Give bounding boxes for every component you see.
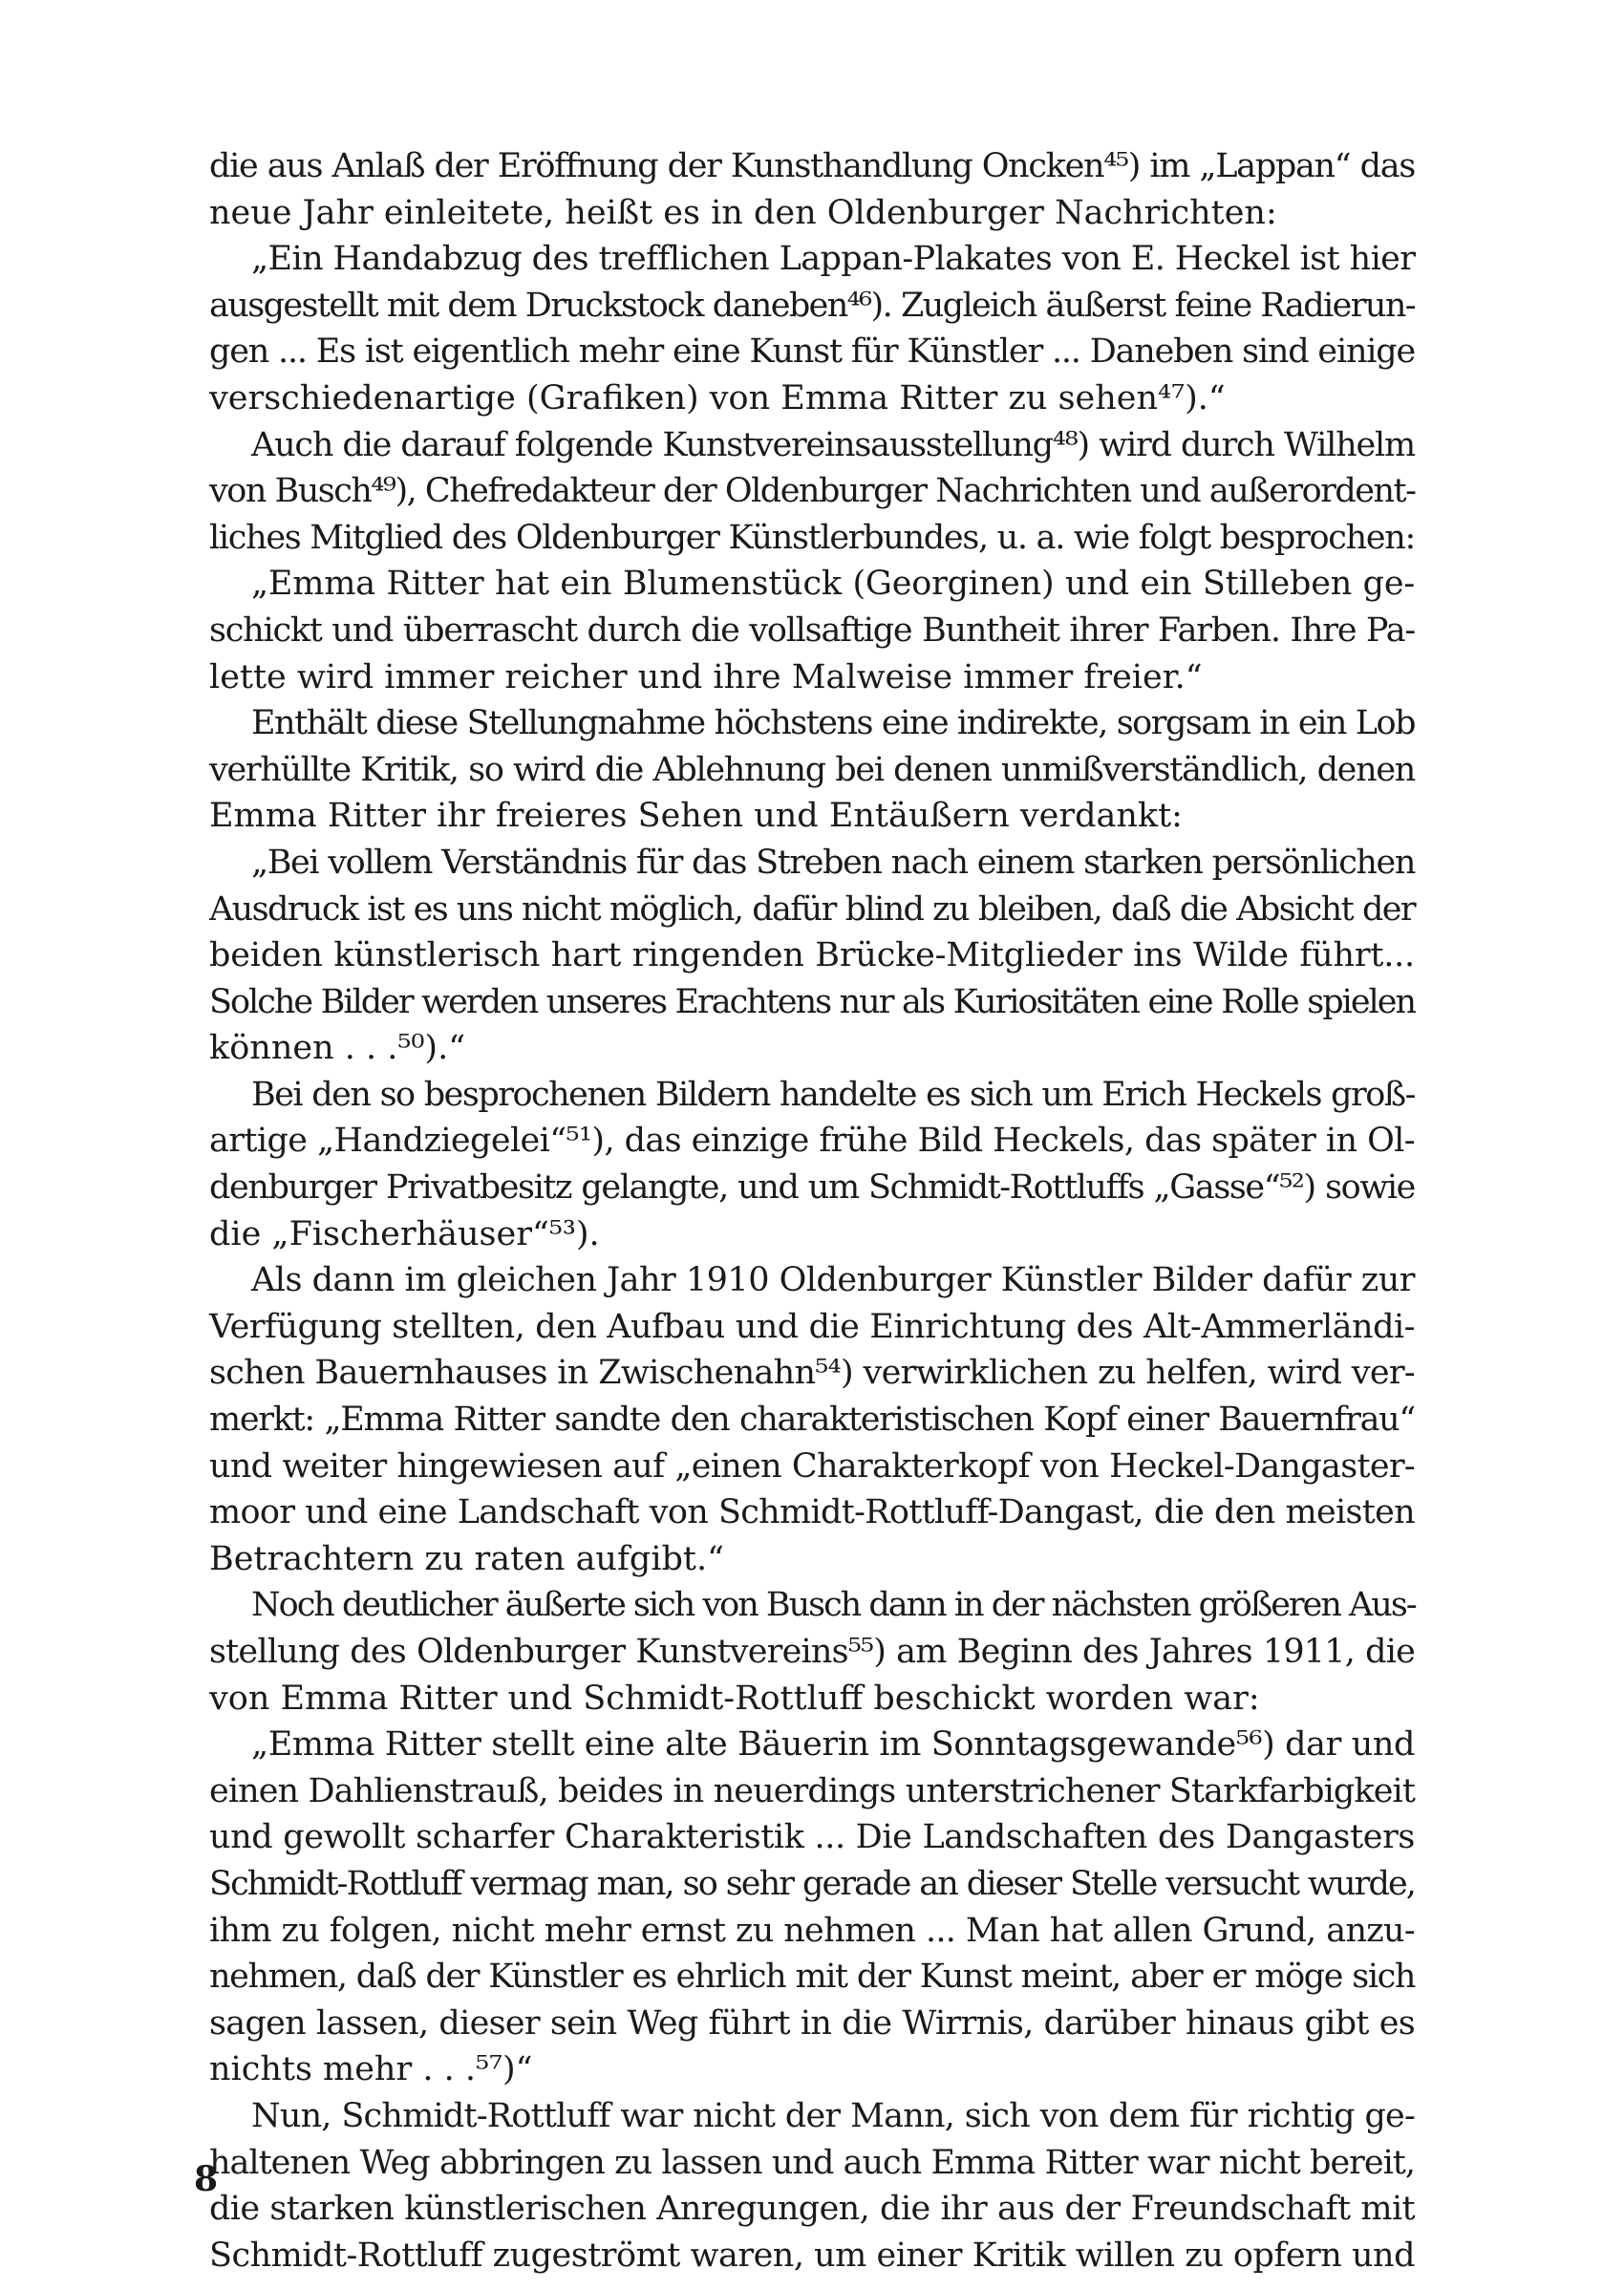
text-line: neue Jahr einleitete, heißt es in den Oldenburger Nachrichten:: [209, 193, 1277, 232]
text-line: können . . .⁵⁰).“: [209, 1029, 466, 1068]
text-line: Betrachtern zu raten aufgibt.“: [209, 1539, 725, 1578]
text-line: ihm zu folgen, nicht mehr ernst zu nehmen ... Man hat allen Grund, anzu-: [209, 1911, 1415, 1950]
page-number: 8: [194, 2159, 219, 2199]
text-line: einen Dahlienstrauß, beides in neuerdings unterstrichener Starkfarbigkeit: [209, 1771, 1415, 1810]
text-line: gen ... Es ist eigentlich mehr eine Kunst für Künstler ... Daneben sind einige: [209, 332, 1415, 372]
text-line: sagen lassen, dieser sein Weg führt in die Wirrnis, darüber hinaus gibt es: [209, 2003, 1415, 2043]
text-line: artige „Handziegelei“⁵¹), das einzige frühe Bild Heckels, das später in Ol-: [209, 1122, 1415, 1161]
text-line: verschiedenartige (Grafiken) von Emma Ritter zu sehen⁴⁷).“: [209, 378, 1226, 417]
text-line: Emma Ritter ihr freieres Sehen und Entäußern verdankt:: [209, 797, 1183, 836]
text-line: Verfügung stellten, den Aufbau und die Einrichtung des Alt-Ammerländi-: [209, 1307, 1415, 1346]
text-line: ausgestellt mit dem Druckstock daneben⁴⁶). Zugleich äußerst feine Radierun-: [209, 286, 1415, 325]
text-line: „Emma Ritter stellt eine alte Bäuerin im Sonntagsgewande⁵⁶) dar und: [251, 1725, 1415, 1765]
text-line: moor und eine Landschaft von Schmidt-Rottluff-Dangast, die den meisten: [209, 1493, 1415, 1532]
text-line: Bei den so besprochenen Bildern handelte es sich um Erich Heckels groß-: [251, 1075, 1415, 1114]
text-line: merkt: „Emma Ritter sandte den charakteristischen Kopf einer Bauernfrau“: [209, 1401, 1415, 1440]
text-line: Als dann im gleichen Jahr 1910 Oldenburger Künstler Bilder dafür zur: [251, 1261, 1415, 1300]
text-line: liches Mitglied des Oldenburger Künstlerbundes, u. a. wie folgt besprochen:: [209, 518, 1415, 557]
text-line: und weiter hingewiesen auf „einen Charakterkopf von Heckel-Dangaster-: [209, 1446, 1415, 1486]
text-line: von Busch⁴⁹), Chefredakteur der Oldenburger Nachrichten und außerordent-: [209, 472, 1416, 511]
text-line: denburger Privatbesitz gelangte, und um Schmidt-Rottluffs „Gasse“⁵²) sowie: [209, 1168, 1415, 1208]
text-line: stellung des Oldenburger Kunstvereins⁵⁵) am Beginn des Jahres 1911, die: [209, 1633, 1415, 1671]
text-line: lette wird immer reicher und ihre Malweise immer freier.“: [209, 657, 1203, 696]
text-line: Ausdruck ist es uns nicht möglich, dafür blind zu bleiben, daß die Absicht der: [209, 889, 1415, 929]
text-line: haltenen Weg abbringen zu lassen und auch Emma Ritter war nicht bereit,: [209, 2143, 1415, 2182]
text-line: von Emma Ritter und Schmidt-Rottluff beschickt worden war:: [209, 1679, 1260, 1718]
text-line: Solche Bilder werden unseres Erachtens nur als Kuriositäten eine Rolle spielen: [209, 982, 1415, 1021]
text-line: nehmen, daß der Künstler es ehrlich mit der Kunst meint, aber er möge sich: [209, 1958, 1415, 1997]
text-line: schickt und überrascht durch die vollsaftige Buntheit ihrer Farben. Ihre Pa-: [209, 610, 1415, 650]
text-line: „Bei vollem Verständnis für das Streben nach einem starken persönlichen: [251, 843, 1415, 882]
text-line: Nun, Schmidt-Rottluff war nicht der Mann, sich von dem für richtig ge-: [251, 2096, 1415, 2135]
text-line: Noch deutlicher äußerte sich von Busch dann in der nächsten größeren Aus-: [251, 1586, 1416, 1625]
text-line: nichts mehr . . .⁵⁷)“: [209, 2050, 533, 2089]
text-line: und gewollt scharfer Charakteristik ... Die Landschaften des Dangasters: [209, 1818, 1415, 1857]
text-line: beiden künstlerisch hart ringenden Brücke-Mitglieder ins Wilde führt...: [209, 936, 1415, 975]
text-line: „Ein Handabzug des trefflichen Lappan-Plakates von E. Heckel ist hier: [251, 240, 1416, 279]
text-line: schen Bauernhauses in Zwischenahn⁵⁴) verwirklichen zu helfen, wird ver-: [209, 1354, 1415, 1393]
text-line: die „Fischerhäuser“⁵³).: [209, 1214, 600, 1253]
text-line: die starken künstlerischen Anregungen, die ihr aus der Freundschaft mit: [209, 2190, 1415, 2229]
text-line: Schmidt-Rottluff zugeströmt waren, um einer Kritik willen zu opfern und: [209, 2236, 1415, 2275]
text-line: Schmidt-Rottluff vermag man, so sehr gerade an dieser Stelle versucht wurde,: [209, 1864, 1415, 1903]
text-line: die aus Anlaß der Eröffnung der Kunsthandlung Oncken⁴⁵) im „Lappan“ das: [209, 147, 1415, 185]
text-line: „Emma Ritter hat ein Blumenstück (Georginen) und ein Stilleben ge-: [251, 565, 1415, 604]
body-text: [209, 143, 1415, 2279]
text-line: Auch die darauf folgende Kunstvereinsausstellung⁴⁸) wird durch Wilhelm: [251, 425, 1415, 464]
text-line: Enthält diese Stellungnahme höchstens eine indirekte, sorgsam in ein Lob: [251, 704, 1415, 743]
text-line: verhüllte Kritik, so wird die Ablehnung bei denen unmißverständlich, denen: [209, 750, 1415, 789]
